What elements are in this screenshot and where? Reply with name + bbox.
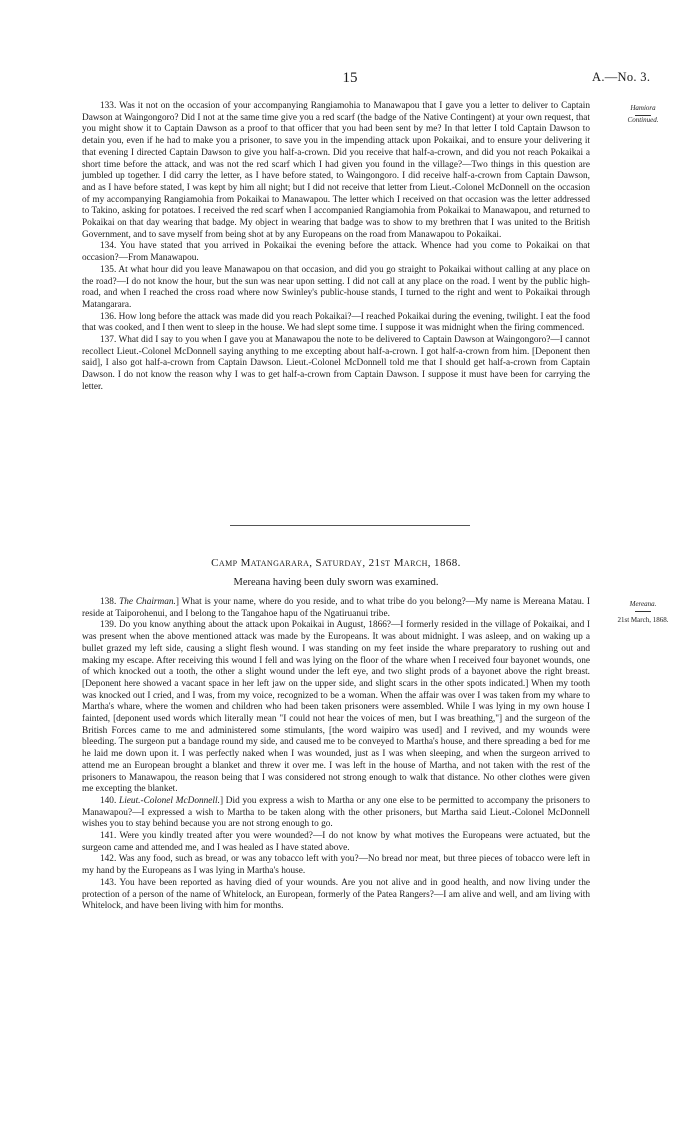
margin-note-mereana [598, 600, 688, 625]
margin-note-name: Hamiora [630, 104, 656, 112]
paragraph-142: 142. Was any food, such as bread, or was any tobacco left with you?—No bread nor meat, but three pieces of tobacco were left in my hand by the Europeans as I was lying in Martha's house. [82, 854, 590, 877]
paragraph-138: 138. The Chairman.] What is your name, where do you reside, and to what tribe do you belong?—My name is Mereana Matau. I reside at Taiporohenui, and I belong to the Tangahoe hapu of the Ngatiruanui tribe. [82, 597, 591, 619]
paragraph-135: 135. At what hour did you leave Manawapou on that occasion, and did you go straight to Pokaikai without calling at any place on the road?—I do not know the hour, but the sun was near upon setting. I did not call at any place on the road. I went by the public high-road, and when I reached the cross road where now Swinley's public-house stands, I turned to the right and went to Pokaikai through Matangarara. [82, 264, 590, 310]
paragraph-136: 136. How long before the attack was made did you reach Pokaikai?—I reached Pokaikai during the evening, twilight. I eat the food that was cooked, and I then went to sleep in the house. We had slept some time. I suppose it was midnight when the firing commenced. [82, 311, 590, 334]
paragraph-134: 134. You have stated that you arrived in Pokaikai the evening before the attack. Whence had you come to Pokaikai on that occasion?—From Manawapou. [82, 241, 590, 264]
paragraph-140: 140. Lieut.-Colonel McDonnell.] Did you express a wish to Martha or any one else to be permitted to accompany the prisoners to Manawapou?—I expressed a wish to Martha to be taken along with the other prisoners, but Martha said Lieut.-Colonel McDonnell wishes you to stay behind because you are not strong enough to go. [82, 795, 590, 830]
sworn-statement: Mereana having been duly sworn was examined. [233, 577, 439, 588]
paragraph-143: 143. You have been reported as having died of your wounds. Are you not alive and in good health, and now living under the protection of a person of the name of Whitelock, an European, formerly of the Patea Rangers?—I am alive and well, and am living with Whitelock, and have been living with him for months. [82, 877, 590, 912]
paragraph-text: ] What is your name, where do you reside, and to what tribe do you belong?—My name is Mereana Matau. I reside at Taiporohenui, and I belong to the Tangahoe hapu of the Ngatiruanui tribe. [82, 597, 591, 619]
page-number: 15 [342, 70, 358, 86]
section-heading: Camp Matangarara, Saturday, 21st March, 1868. [211, 557, 461, 569]
speaker-label: Lieut.-Colonel McDonnell. [119, 795, 220, 806]
margin-note-hamiora [598, 104, 688, 125]
paragraph-133: 133. Was it not on the occasion of your accompanying Rangiamohia to Manawapou that I gave you a letter to deliver to Captain Dawson at Waingongoro? Did I not at the same time give you a red scarf (the badge of the Native Contingent) at your own request, that you might show it to Captain Dawson as a proof to that officer that you had been sent by me? In that letter I told Captain Dawson to detain you, even if he had to make you a prisoner, to save you in the impending attack upon Pokaikai, and to ensure your delivering it that evening I directed Captain Dawson to give you half-a-crown. Did you receive that half-a-crown, and did you not reach Pokaikai a short time before the attack, and was not the red scarf which I had given you found in the village?—Two things in this question are jumbled up together. I did carry the letter, as I have before stated, to Waingongoro. I did receive half-a-crown from Captain Dawson, and as I have before stated, I was kept by him all night; but I did not receive that letter from Lieut.-Colonel McDonnell on the occasion of my accompanying Rangiamohia from Pokaikai to Manawapou. The letter which I received on that occasion was the letter addressed to Takino, asking for potatoes. I received the red scarf when I accompanied Rangiamohia from Pokaikai to Manawapou, and returned to Pokaikai on that day wearing that badge. My object in wearing that badge was to show to my brethren that I was united to the British Government, and to save myself from being shot at by any Europeans on the road from Manawapou to Pokaikai. [82, 101, 590, 240]
margin-note-name: Mereana. [629, 600, 657, 608]
margin-note-date: 21st March, 1868. [617, 616, 669, 624]
paragraph-text: ] Did you express a wish to Martha or any one else to be permitted to accompany the prisoners to Manawapou?—I expressed a wish to Martha to be taken along with the other prisoners, but Martha said Lieut.-Colonel McDonnell wishes you to stay behind because you are not strong enough to go. [82, 795, 590, 830]
section-divider [230, 525, 470, 526]
paragraph-139: 139. Do you know anything about the attack upon Pokaikai in August, 1866?—I formerly resided in the village of Pokaikai, and I was present when the above mentioned attack was made by the Europeans. It was about midnight. I was asleep, and on waking up a bullet grazed my left side, causing a slight flesh wound. I was standing on my feet inside the whare preparatory to rushing out and making my escape. After receiving this wound I fell and was lying on the floor of the whare when I received four bayonet wounds, one of which knocked out a tooth, the other a slight wound under the left eye, and two slight prods of a bayonet above the right breast. [Deponent here showed a vacant space in her left jaw on the upper side, and slight scars in the other spots indicated.] When my tooth was knocked out I cried, and I was, from my voice, recognized to be a woman. When the affair was over I was taken from my whare to Martha's whare, where the women and children who had been taken prisoners were assembled. While I was lying in my own house I fainted, [deponent used words which literally mean "I could not hear the voices of men, but I was breathing,"] and the surgeon of the British Forces came to me and administered some stimulants, [the word waipiro was used] and I revived, and my wounds were bleeding. The surgeon put a bandage round my side, and caused me to be conveyed to Martha's house, and there spreading a bed for me he laid me down upon it. I was perfectly naked when I was wounded, just as I was when sleeping, and when the surgeon arrived to attend me an European brought a blanket and threw it over me. I was left in the house of Martha, and not taken with the rest of the prisoners to Manawapou, the reason being that I was considered not strong enough to walk that distance. No other clothes were given me excepting the blanket. [82, 620, 590, 795]
document-code: A.—No. 3. [592, 70, 651, 84]
margin-rule [635, 611, 651, 612]
section-mereana-testimony [82, 597, 590, 913]
speaker-label: The Chairman. [119, 597, 176, 607]
paragraph-137: 137. What did I say to you when I gave you at Manawapou the note to be delivered to Captain Dawson at Waingongoro?—I cannot recollect Lieut.-Colonel McDonnell saying anything to me excepting about half-a-crown. I got half-a-crown from him. [Deponent then said], I also got half-a-crown from Captain Dawson. Lieut.-Colonel McDonnell told me that I should get half-a-crown from Captain Dawson. I do not know the reason why I was to get half-a-crown from Captain Dawson. I suppose it must have been for carrying the letter. [82, 335, 590, 392]
margin-note-continued: Continued. [627, 116, 659, 124]
paragraph-141: 141. Were you kindly treated after you were wounded?—I do not know by what motives the Europeans were actuated, but the surgeon came and attended me, and I was healed as I have stated above. [82, 831, 590, 853]
section-hamiora-testimony [82, 101, 590, 394]
